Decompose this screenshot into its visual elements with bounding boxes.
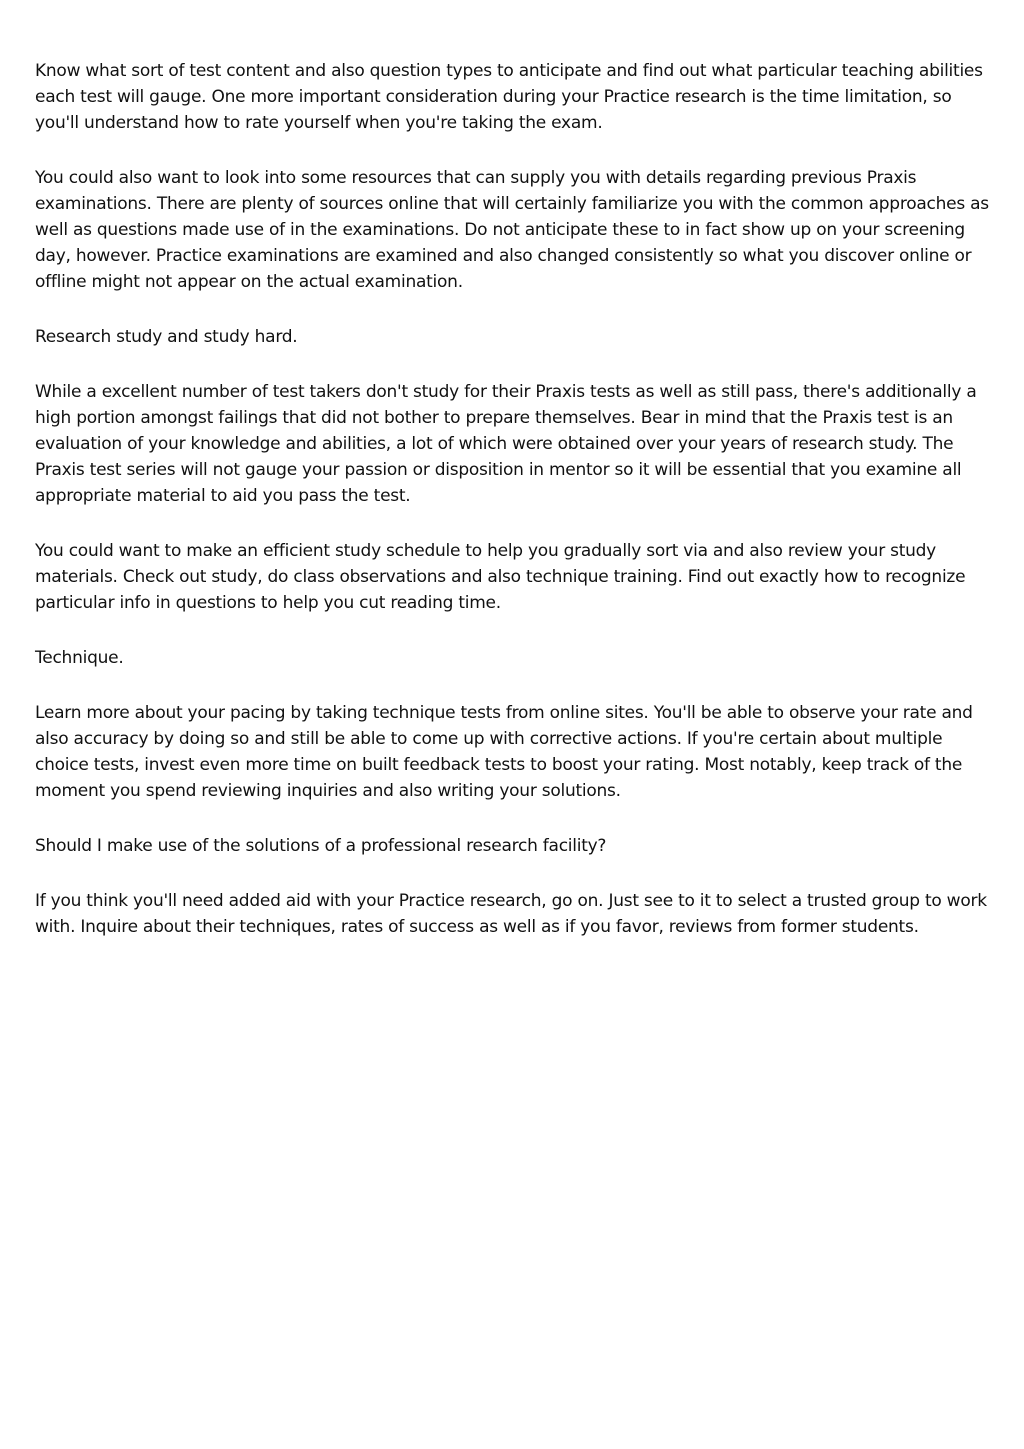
document-page <box>35 58 995 969</box>
paragraph-study-body: While a excellent number of test takers don't study for their Praxis tests as well as still pass, there's additionally a high portion amongst failings that did not bother to prepare themselves. Bear in mind that the Praxis test is an evaluation of your knowledge and abilities, a lot of which were obtained over your years of research study. The Praxis test series will not gauge your passion or disposition in mentor so it will be essential that you examine all appropriate material to aid you pass the test. <box>35 382 977 506</box>
paragraph-resources: You could also want to look into some resources that can supply you with details regarding previous Praxis examinations. There are plenty of sources online that will certainly familiarize you with the common approaches as well as questions made use of in the examinations. Do not anticipate these to in fact show up on your screening day, however. Practice examinations are examined and also changed consistently so what you discover online or offline might not appear on the actual examination. <box>35 168 989 292</box>
paragraph-study-heading: Research study and study hard. <box>35 327 298 347</box>
paragraph-intro: Know what sort of test content and also question types to anticipate and find out what particular teaching abilities each test will gauge. One more important consideration during your Practice research is the time limitation, so you'll understand how to rate yourself when you're taking the exam. <box>35 61 983 133</box>
paragraph-facility-question: Should I make use of the solutions of a professional research facility? <box>35 836 607 856</box>
paragraph-schedule: You could want to make an efficient study schedule to help you gradually sort via and also review your study materials. Check out study, do class observations and also technique training. Find out exactly how to recognize particular info in questions to help you cut reading time. <box>35 541 966 613</box>
paragraph-facility-answer: If you think you'll need added aid with your Practice research, go on. Just see to it to select a trusted group to work with. Inquire about their techniques, rates of success as well as if you favor, reviews from former students. <box>35 891 987 937</box>
paragraph-technique-heading: Technique. <box>35 648 124 668</box>
paragraph-technique-body: Learn more about your pacing by taking technique tests from online sites. You'll be able to observe your rate and also accuracy by doing so and still be able to come up with corrective actions. If you're certain about multiple choice tests, invest even more time on built feedback tests to boost your rating. Most notably, keep track of the moment you spend reviewing inquiries and also writing your solutions. <box>35 703 973 801</box>
